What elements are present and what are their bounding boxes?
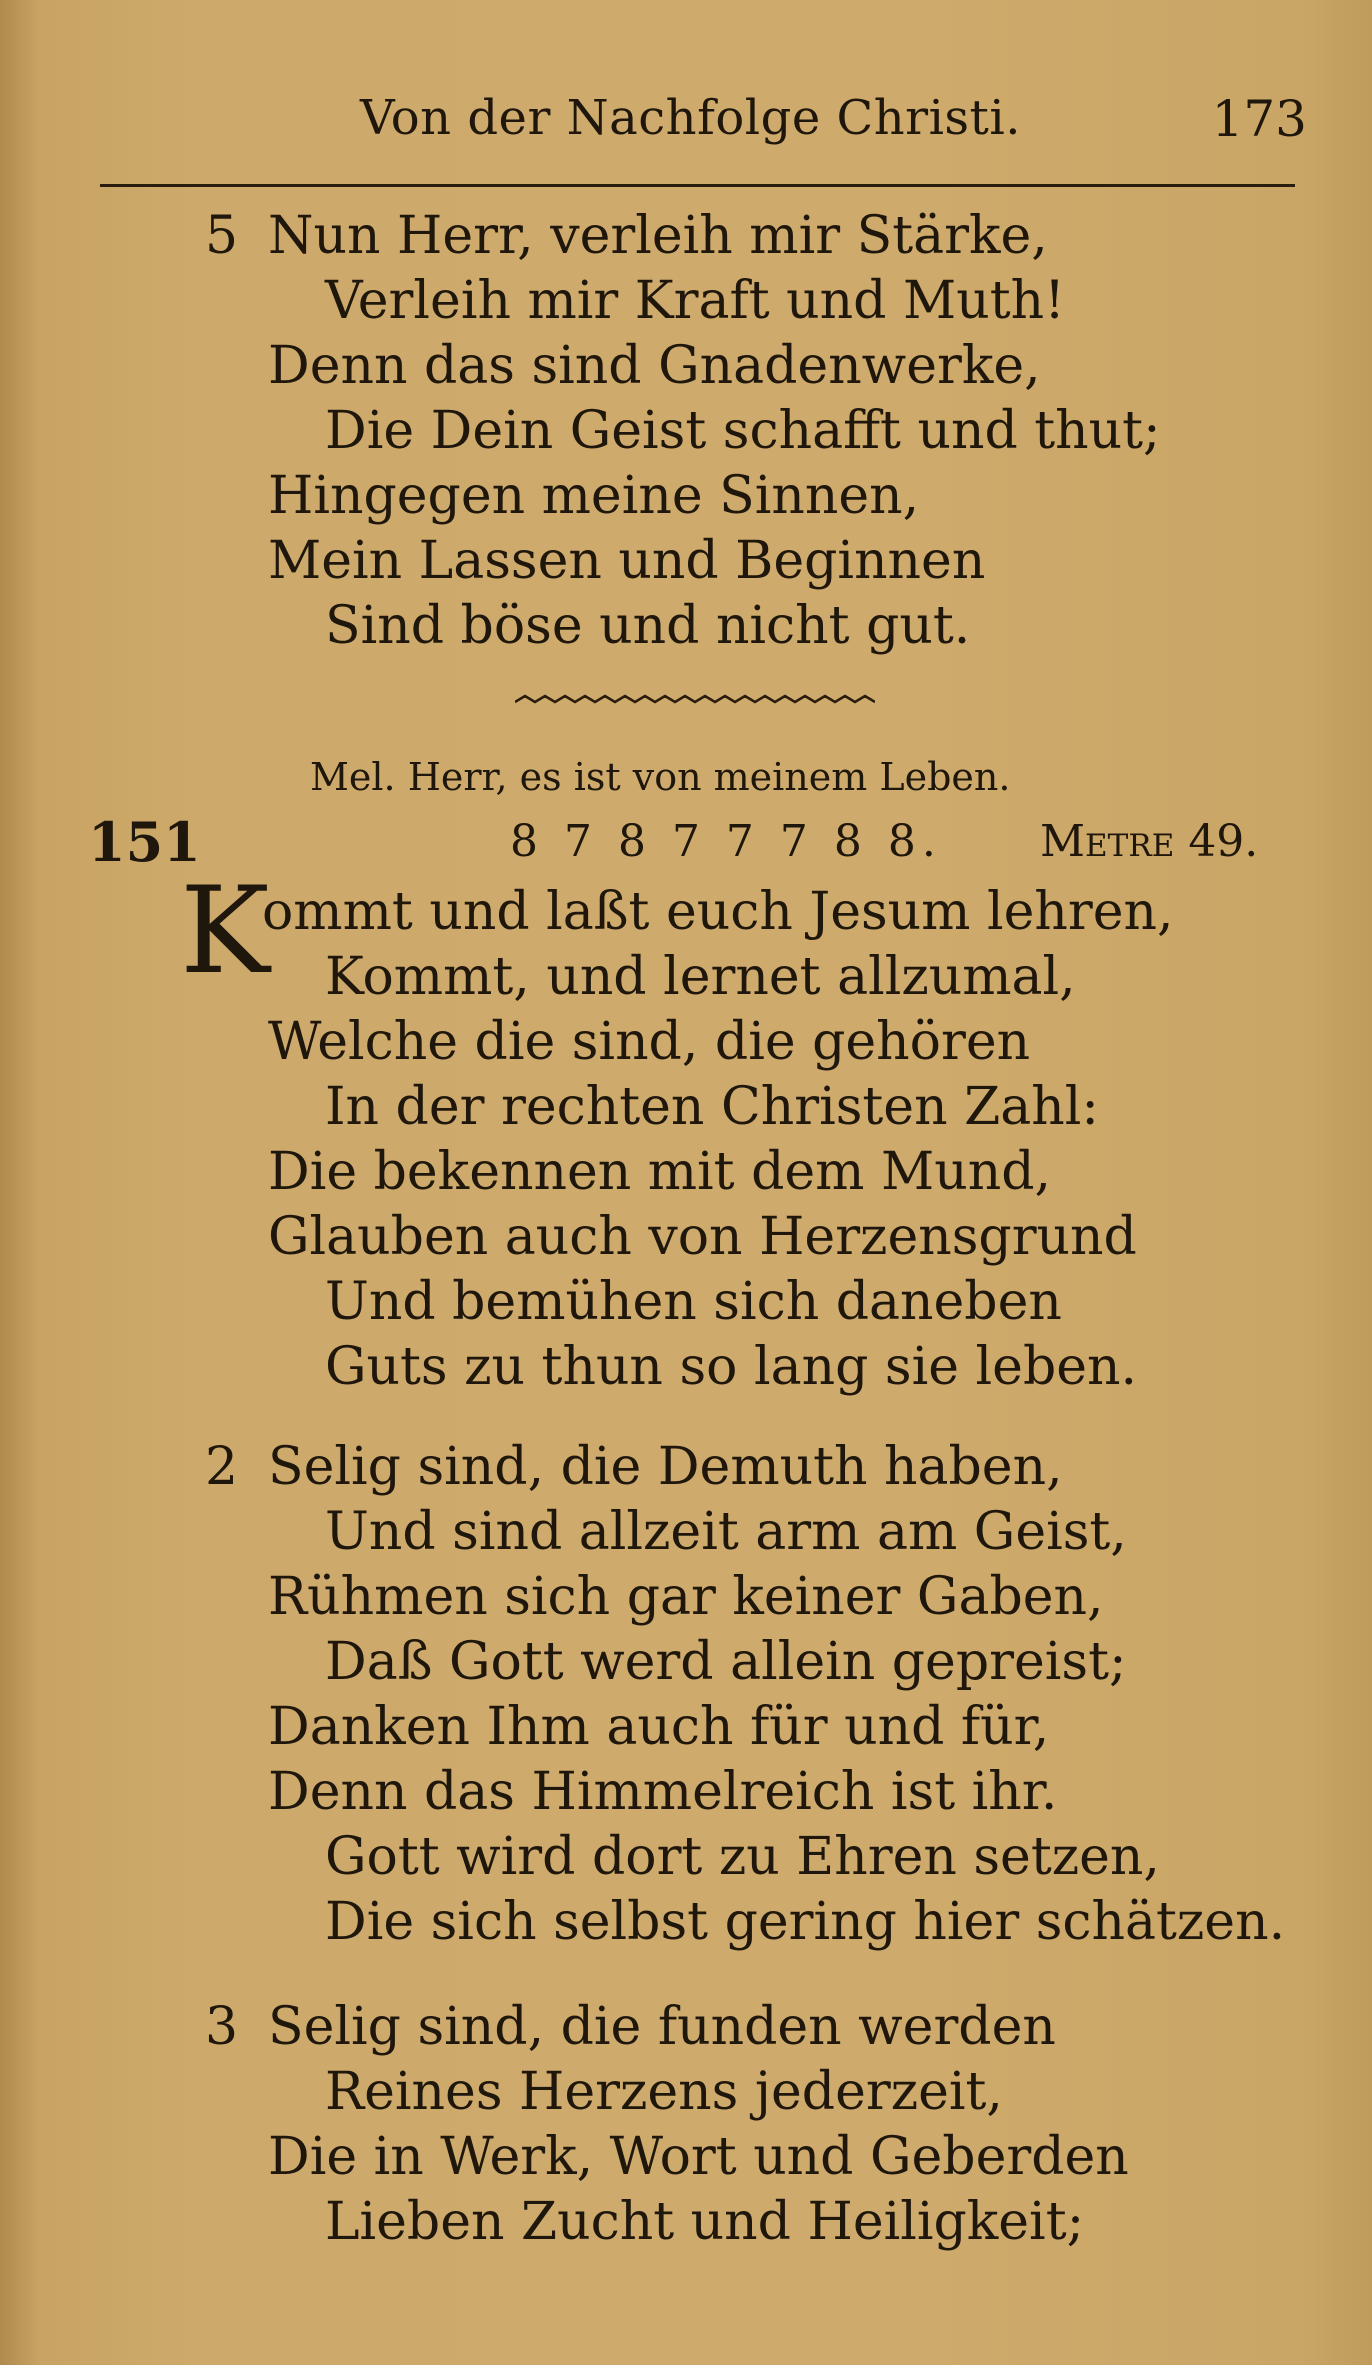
meter-pattern: 8 7 8 7 7 7 8 8. (510, 816, 942, 867)
verse-line: Welche die sind, die gehören (268, 1012, 1031, 1072)
verse-line: Reines Herzens jederzeit, (325, 2062, 1003, 2122)
verse-line: Verleih mir Kraft und Muth! (325, 271, 1065, 331)
verse-line: Kommt, und lernet allzumal, (325, 947, 1076, 1007)
verse-line: Mein Lassen und Beginnen (268, 531, 986, 591)
verse-line: Die Dein Geist schafft und thut; (325, 401, 1161, 461)
verse-line: Die sich selbst gering hier schätzen. (325, 1892, 1286, 1952)
verse-line: Glauben auch von Herzensgrund (268, 1207, 1137, 1267)
stanza-number: 5 (205, 206, 239, 266)
verse-line: Lieben Zucht und Heiligkeit; (325, 2192, 1085, 2252)
page-header (0, 90, 1372, 160)
verse-line: Nun Herr, verleih mir Stärke, (268, 206, 1048, 266)
verse-line: Die bekennen mit dem Mund, (268, 1142, 1052, 1202)
melody-reference: Mel. Herr, es ist von meinem Leben. (310, 755, 1011, 799)
verse-line: Und bemühen sich daneben (325, 1272, 1062, 1332)
verse-line: Sind böse und nicht gut. (325, 596, 971, 656)
verse-line: Gott wird dort zu Ehren setzen, (325, 1827, 1160, 1887)
verse-line: ommt und laßt euch Jesum lehren, (262, 882, 1174, 942)
hymn-number: 151 (88, 810, 201, 874)
verse-line: Daß Gott werd allein gepreist; (325, 1632, 1127, 1692)
meter-label: Metre 49. (1040, 816, 1259, 867)
header-rule (100, 184, 1295, 187)
verse-line: Rühmen sich gar keiner Gaben, (268, 1567, 1104, 1627)
verse-line: Die in Werk, Wort und Geberden (268, 2127, 1129, 2187)
drop-cap: K (180, 862, 270, 1001)
verse-line: Denn das sind Gnadenwerke, (268, 336, 1041, 396)
verse-line: Selig sind, die funden werden (268, 1997, 1056, 2057)
verse-line: Selig sind, die Demuth haben, (268, 1437, 1063, 1497)
verse-line: Denn das Himmelreich ist ihr. (268, 1762, 1058, 1822)
stanza-number: 3 (205, 1997, 239, 2057)
stanza-number: 2 (205, 1437, 239, 1497)
verse-line: Guts zu thun so lang sie leben. (325, 1337, 1138, 1397)
wavy-divider-ornament (515, 692, 875, 712)
verse-line: Danken Ihm auch für und für, (268, 1697, 1050, 1757)
running-title: Von der Nachfolge Christi. (360, 90, 1021, 146)
verse-line: In der rechten Christen Zahl: (325, 1077, 1099, 1137)
verse-line: Hingegen meine Sinnen, (268, 466, 920, 526)
page-number: 173 (1211, 90, 1307, 148)
verse-line: Und sind allzeit arm am Geist, (325, 1502, 1127, 1562)
